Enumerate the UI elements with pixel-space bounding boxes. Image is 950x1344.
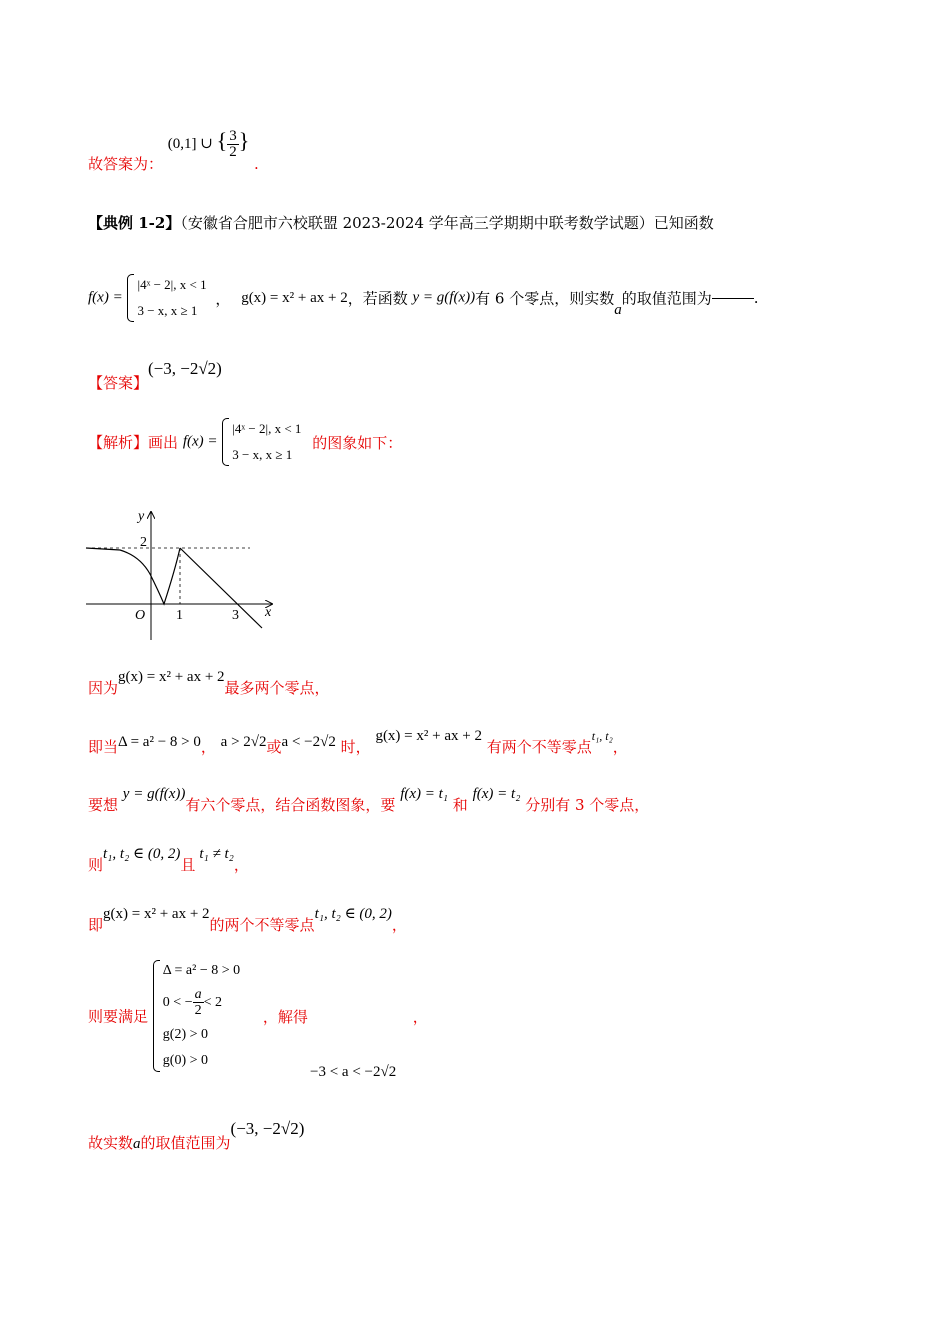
composite-function: y = g(f(x))	[412, 289, 476, 306]
example-title: 【典例 1-2】	[88, 214, 181, 232]
function-graph	[80, 500, 290, 650]
example-source: （安徽省合肥市六校联盟 2023-2024 学年高三学期期中联考数学试题）已知函数	[180, 214, 714, 232]
step-4: 则t₁, t₂ ∈ (0, 2)且t₁ ≠ t₂，	[88, 846, 249, 874]
tick-label-2: 2	[140, 535, 147, 550]
g-definition: g(x) = x² + ax + 2	[241, 289, 348, 306]
analysis-label: 【解析】	[88, 433, 149, 452]
previous-answer-formula: (0,1] ∪ { $\frac{3}{2}$ }	[167, 128, 250, 161]
f-definition: f(x) =	[88, 289, 123, 306]
fraction-three-halves: $\frac{3}{2}$	[229, 128, 237, 161]
step-6: 则要满足 Δ = a² − 8 > 0 0 < − $\frac{a}{2}$ < 2 g(2) > 0 g(0) > 0 ，解得 ，	[88, 958, 428, 1074]
answer-value: (−3, −2√2)	[148, 359, 222, 378]
answer-blank	[712, 298, 754, 299]
problem-statement: f(x) = |4ˣ − 2|, x < 1 3 − x, x ≥ 1 ， g(x) = x² + ax + 2，若函数 y = g(f(x))有 6 个零点，则实数a的取值范围为 .	[88, 272, 759, 324]
analysis-line: 【解析】画出 f(x) = |4ˣ − 2|, x < 1 3 − x, x ≥ 1 的图象如下：	[88, 416, 402, 468]
previous-answer-label: 故答案为：	[88, 155, 164, 173]
tick-label-3: 3	[232, 608, 239, 623]
step-3: 要想 y = g(f(x))有六个零点，结合函数图象，要 f(x) = t₁ 和 f(x) = t₂ 分别有 3 个零点，	[88, 786, 650, 814]
origin-label: O	[135, 608, 146, 623]
step-2: 即当Δ = a² − 8 > 0， a > 2√2或a < −2√2 时， g(x) = x² + ax + 2 有两个不等零点t₁, t₂，	[88, 728, 628, 756]
analysis-piecewise: |4ˣ − 2|, x < 1 3 − x, x ≥ 1	[222, 416, 301, 468]
step-5: 即g(x) = x² + ax + 2的两个不等零点t₁, t₂ ∈ (0, 2)，	[88, 906, 407, 934]
answer-label: 【答案】	[88, 374, 149, 392]
answer-line	[88, 358, 222, 392]
curve-left	[86, 548, 180, 604]
y-label: y	[138, 509, 145, 524]
curve-right	[180, 548, 262, 628]
previous-answer-line: 故答案为： (0,1] ∪ { $\frac{3}{2}$ } .	[88, 128, 259, 173]
condition-system: Δ = a² − 8 > 0 0 < − $\frac{a}{2}$ < 2 g(2) > 0 g(0) > 0	[153, 958, 240, 1074]
example-title-line	[88, 212, 714, 233]
step-7: 故实数a的取值范围为(−3, −2√2)	[88, 1119, 305, 1152]
final-range: (−3, −2√2)	[230, 1119, 305, 1138]
f-piecewise: |4ˣ − 2|, x < 1 3 − x, x ≥ 1	[127, 272, 206, 324]
step-1: 因为g(x) = x² + ax + 2最多两个零点，	[88, 669, 330, 697]
x-label: x	[265, 605, 272, 620]
solution-result: −3 < a < −2√2	[310, 1064, 397, 1080]
tick-label-1: 1	[176, 608, 183, 623]
